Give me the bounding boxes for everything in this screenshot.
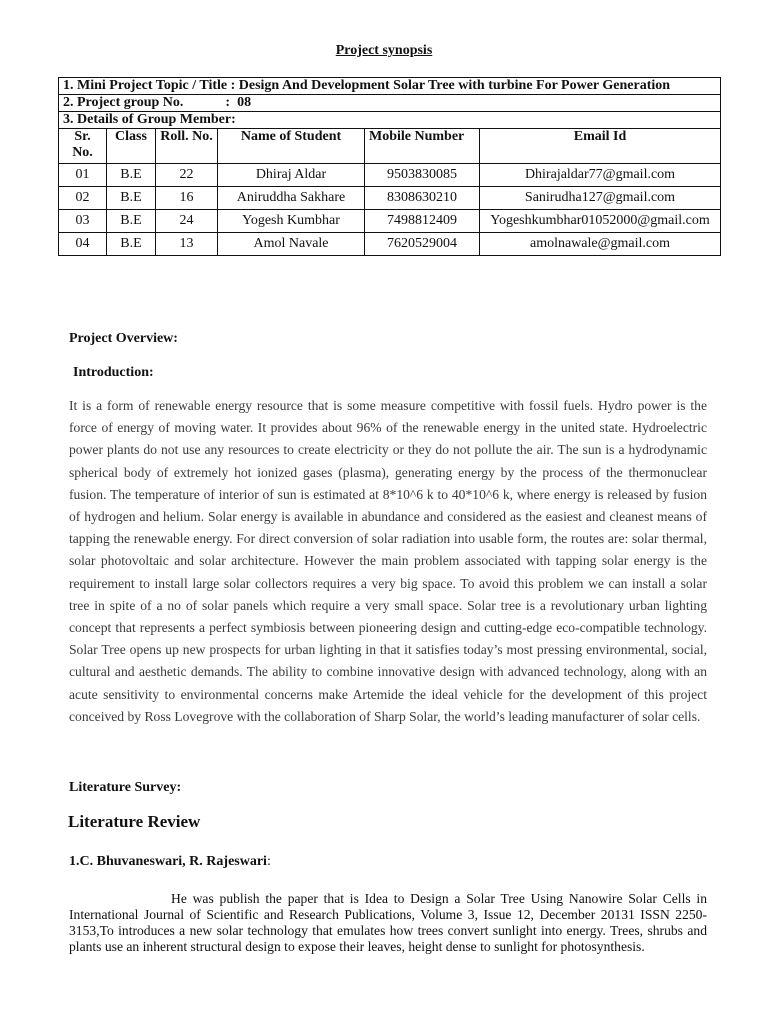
cell-roll: 16	[156, 187, 218, 210]
literature-review-heading: Literature Review	[68, 812, 201, 831]
cell-mobile: 7498812409	[365, 210, 480, 233]
table-row	[59, 233, 721, 256]
header-name: Name of Student	[218, 129, 365, 164]
cell-mobile: 8308630210	[365, 187, 480, 210]
header-class: Class	[107, 129, 156, 164]
cell-sr: 04	[59, 233, 107, 256]
group-details-label: 3. Details of Group Member:	[59, 112, 721, 129]
cell-name: Yogesh Kumbhar	[218, 210, 365, 233]
cell-mobile: 9503830085	[365, 164, 480, 187]
literature-review-paragraph: He was publish the paper that is Idea to Design a Solar Tree Using Nanowire Solar Cells in International Journal of Scientific and Research Publications, Volume 3, Issue 12, December 20131 ISSN 2250-3153,To introduces a new solar technology that emulates how trees convert sunlight into energy. Trees, shrubs and plants use an inherent structural design to expose their leaves, height dense to sunlight for photosynthesis.	[69, 891, 707, 954]
introduction-paragraph: It is a form of renewable energy resource that is some measure competitive with fossil fuels. Hydro power is the force of energy of moving water. It provides about 96% of the renewable energy in the united state. Hydroelectric power plants do not use any resources to create electricity or they do not pollute the air. The sun is a hydrodynamic spherical body of extremely hot ionized gases (plasma), generating energy by the process of the thermonuclear fusion. The temperature of interior of sun is estimated at 8*10^6 k to 40*10^6 k, where energy is released by fusion of hydrogen and helium. Solar energy is available in abundance and considered as the easiest and cleanest means of tapping the renewable energy. For direct conversion of solar radiation into usable form, the routes are: solar thermal, solar photovoltaic and solar architecture. However the main problem associated with tapping solar energy is the requirement to install large solar collectors requires a very big space. To avoid this problem we can install a solar tree in spite of a no of solar panels which require a very small space. Solar tree is a revolutionary urban lighting concept that represents a perfect symbiosis between pioneering design and cutting-edge eco-compatible technology. Solar Tree opens up new prospects for urban lighting in that it satisfies today’s most pressing environmental, social, cultural and aesthetic demands. The ability to combine innovative design with advanced technology, along with an acute sensitivity to environmental concerns make Artemide the ideal vehicle for the development of this project conceived by Ross Lovegrove with the collaboration of Sharp Solar, the world’s leading manufacturer of solar cells.	[69, 398, 707, 724]
group-row	[59, 95, 721, 112]
cell-name: Amol Navale	[218, 233, 365, 256]
cell-email: Yogeshkumbhar01052000@gmail.com	[480, 210, 721, 233]
author-names: 1.C. Bhuvaneswari, R. Rajeswari	[69, 854, 267, 869]
cell-sr: 01	[59, 164, 107, 187]
header-email: Email Id	[480, 129, 721, 164]
cell-email: Dhirajaldar77@gmail.com	[480, 164, 721, 187]
cell-name: Dhiraj Aldar	[218, 164, 365, 187]
project-group-no: 2. Project group No. : 08	[59, 95, 721, 112]
cell-class: B.E	[107, 233, 156, 256]
table-row	[59, 164, 721, 187]
cell-class: B.E	[107, 164, 156, 187]
table-row	[59, 187, 721, 210]
introduction-heading: Introduction:	[73, 365, 154, 380]
author-colon: :	[266, 854, 271, 869]
cell-class: B.E	[107, 187, 156, 210]
cell-mobile: 7620529004	[365, 233, 480, 256]
cell-roll: 13	[156, 233, 218, 256]
header-sr-no: Sr. No.	[59, 129, 107, 164]
details-row	[59, 112, 721, 129]
cell-roll: 24	[156, 210, 218, 233]
header-roll-no: Roll. No.	[156, 129, 218, 164]
document-title: Project synopsis	[335, 43, 433, 58]
project-topic: 1. Mini Project Topic / Title : Design And Development Solar Tree with turbine For Power Generation	[59, 78, 721, 95]
cell-email: Sanirudha127@gmail.com	[480, 187, 721, 210]
cell-class: B.E	[107, 210, 156, 233]
cell-name: Aniruddha Sakhare	[218, 187, 365, 210]
literature-survey-heading: Literature Survey:	[69, 780, 182, 795]
cell-email: amolnawale@gmail.com	[480, 233, 721, 256]
table-row	[59, 210, 721, 233]
table-header-row	[59, 129, 721, 164]
author-line	[69, 854, 271, 870]
header-mobile: Mobile Number	[365, 129, 480, 164]
cell-sr: 02	[59, 187, 107, 210]
project-info-table	[58, 77, 721, 256]
cell-sr: 03	[59, 210, 107, 233]
topic-row	[59, 78, 721, 95]
project-overview-heading: Project Overview:	[69, 331, 178, 346]
cell-roll: 22	[156, 164, 218, 187]
